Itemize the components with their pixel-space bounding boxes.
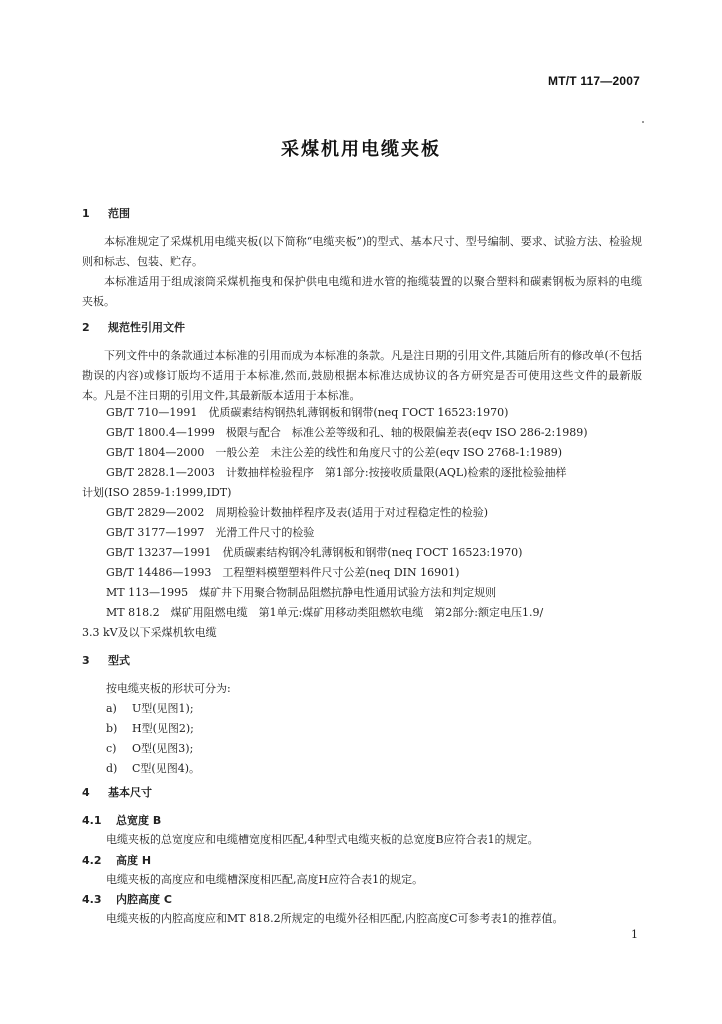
subsection-4-3-text: 电缆夹板的内腔高度应和MT 818.2所规定的电缆外径相匹配,内腔高度C可参考表1的推荐值。 <box>106 912 564 925</box>
list-item <box>106 759 200 779</box>
reference-item: MT 818.2 煤矿用阻燃电缆 第1单元:煤矿用移动类阻燃软电缆 第2部分:额定电压1.9/ <box>106 606 544 619</box>
subsection-number: 4.2 <box>82 854 102 867</box>
section-number: 3 <box>82 654 90 667</box>
section-3-heading <box>82 651 130 671</box>
list-item-label: c) <box>106 742 117 755</box>
section-1-heading <box>82 204 130 224</box>
section-title: 基本尺寸 <box>108 786 152 799</box>
subsection-number: 4.1 <box>82 814 102 827</box>
subsection-title: 高度 H <box>116 854 152 867</box>
section-number: 4 <box>82 786 90 799</box>
reference-item: GB/T 2829—2002 周期检验计数抽样程序及表(适用于对过程稳定性的检验) <box>106 506 488 519</box>
list-item-text: C型(见图4)。 <box>132 762 200 775</box>
list-item <box>106 719 194 739</box>
subsection-4-3-heading <box>82 890 172 910</box>
section-title: 型式 <box>108 654 130 667</box>
section-title: 规范性引用文件 <box>108 321 185 334</box>
list-item <box>106 739 193 759</box>
list-item <box>106 699 194 719</box>
list-item-label: d) <box>106 762 118 775</box>
subsection-title: 总宽度 B <box>116 814 162 827</box>
section-1-paragraph-1: 本标准规定了采煤机用电缆夹板(以下简称“电缆夹板”)的型式、基本尺寸、型号编制、要求、试验方法、检验规则和标志、包装、贮存。 <box>82 235 642 268</box>
subsection-4-1-heading <box>82 811 161 831</box>
subsection-title: 内腔高度 C <box>116 893 172 906</box>
document-title: 采煤机用电缆夹板 <box>281 139 441 160</box>
subsection-number: 4.3 <box>82 893 102 906</box>
standard-code: MT/T 117—2007 <box>548 74 640 88</box>
subsection-4-2-heading <box>82 851 151 871</box>
page-number: 1 <box>631 928 638 941</box>
list-item-text: U型(见图1); <box>132 702 194 715</box>
list-item-label: a) <box>106 702 117 715</box>
reference-item: GB/T 13237—1991 优质碳素结构钢冷轧薄钢板和钢带(neq ГОСТ 16523:1970) <box>106 546 523 559</box>
section-3-intro: 按电缆夹板的形状可分为: <box>106 682 231 695</box>
section-1-paragraph-2: 本标准适用于组成滚筒采煤机拖曳和保护供电电缆和进水管的拖缆装置的以聚合塑料和碳素钢板为原料的电缆夹板。 <box>82 275 642 308</box>
reference-item: MT 113—1995 煤矿井下用聚合物制品阻燃抗静电性通用试验方法和判定规则 <box>106 586 497 599</box>
reference-item-continuation: 3.3 kV及以下采煤机软电缆 <box>82 626 217 639</box>
reference-item: GB/T 1800.4—1999 极限与配合 标准公差等级和孔、轴的极限偏差表(eqv ISO 286-2:1989) <box>106 426 588 439</box>
section-title: 范围 <box>108 207 130 220</box>
subsection-4-2-text: 电缆夹板的高度应和电缆槽深度相匹配,高度H应符合表1的规定。 <box>106 873 424 886</box>
reference-item: GB/T 2828.1—2003 计数抽样检验程序 第1部分:按接收质量限(AQL)检索的逐批检验抽样 <box>106 466 567 479</box>
scan-speck <box>642 121 644 123</box>
list-item-text: O型(见图3); <box>132 742 194 755</box>
section-2-paragraph: 下列文件中的条款通过本标准的引用而成为本标准的条款。凡是注日期的引用文件,其随后所有的修改单(不包括勘误的内容)或修订版均不适用于本标准,然而,鼓励根据本标准达成协议的各方研究是否可使用这些文件的最新版本。凡是不注日期的引用文件,其最新版本适用于本标准。 <box>82 349 642 402</box>
section-4-heading <box>82 783 152 803</box>
section-number: 1 <box>82 207 90 220</box>
reference-item: GB/T 14486—1993 工程塑料模塑塑料件尺寸公差(neq DIN 16901) <box>106 566 460 579</box>
section-number: 2 <box>82 321 90 334</box>
reference-item: GB/T 710—1991 优质碳素结构钢热轧薄钢板和钢带(neq ГОСТ 16523:1970) <box>106 406 509 419</box>
subsection-4-1-text: 电缆夹板的总宽度应和电缆槽宽度相匹配,4种型式电缆夹板的总宽度B应符合表1的规定。 <box>106 833 539 846</box>
section-2-heading <box>82 318 185 338</box>
reference-item-continuation: 计划(ISO 2859-1:1999,IDT) <box>82 486 232 499</box>
reference-item: GB/T 3177—1997 光滑工件尺寸的检验 <box>106 526 315 539</box>
list-item-text: H型(见图2); <box>132 722 194 735</box>
reference-item: GB/T 1804—2000 一般公差 未注公差的线性和角度尺寸的公差(eqv ISO 2768-1:1989) <box>106 446 563 459</box>
list-item-label: b) <box>106 722 118 735</box>
